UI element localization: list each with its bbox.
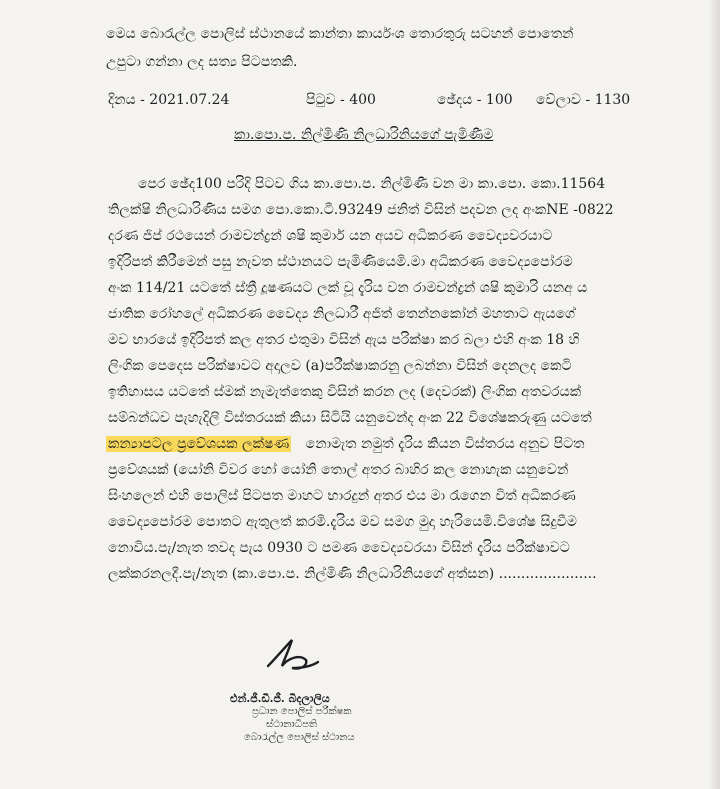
body-line: ලිංගික පෙදෙස පරික්ෂාවට අදාලව (a)පරීක්ෂාකරනු ලබන්නා විසින් දෙනලද කෙටි bbox=[108, 358, 572, 374]
date-field: දිනය - 2021.07.24 bbox=[108, 92, 230, 108]
body-line: මව භාරයේ ඉදිරිපත් කල අතර එතුමා විසින් ඇය පරික්ෂා කර බලා එහි අංක 18 හි bbox=[108, 332, 580, 348]
stamp-line: ප්‍රධාන පොලිස් පරීක්ෂක bbox=[252, 706, 352, 717]
meta-row bbox=[0, 91, 720, 109]
body-line: නොවිය.පැ/නැත තවද පැය 0930 ට පමණ වෛද්‍යවරයා විසින් දැරිය පරීක්ෂාවට bbox=[108, 540, 570, 556]
time-field: වේලාව - 1130 bbox=[536, 92, 631, 108]
stamp-line: බොරැල්ල පොලිස් ස්ථානය bbox=[244, 732, 355, 743]
body-line: තිලක්ෂි නිලධාරිණිය සමග පො.කො.ටී.93249 ජනිත් විසින් පදවන ලද අංකNE -0822 bbox=[108, 202, 614, 218]
body-line: ඉදිරිපත් කිරීමෙන් පසු නැවත ස්ථානයට පැමිණියෙමි.මා අධිකරණ වෛද්‍යපෝරම bbox=[108, 254, 573, 270]
body-line: දරණ ජිප් රථයෙන් රාමචන්ද්‍රන් ශෂි කුමාර් යන අයව අධිකරණ වෛද්‍යවරයාට bbox=[108, 228, 553, 244]
paragraph-field: ඡේදය - 100 bbox=[437, 92, 513, 108]
intro-line-2: උපුටා ගන්නා ලද සත්‍ය පිටපතකි. bbox=[106, 54, 298, 70]
body-line: ලක්කරනලදී.පැ/නැත (කා.පො.ප. නිල්මිණි නිලධාරිනියගේ අත්සන) ...................... bbox=[108, 566, 597, 582]
section-heading: කා.පො.ප. නිල්මිණි නිලධාරිනියගේ පැමිණීම bbox=[234, 127, 494, 143]
body-line: ජාතික රෝහලේ අධිකරණ වෛද්‍ය නිලධාරී අජිත් තෙන්නකෝන් මහතාට ඇයගේ bbox=[108, 306, 576, 322]
body-line: වෛද්‍යපෝරම පොතට ඇතුලත් කරමි.දැරිය මව සමග මුදා හැරියෙමි.විශේෂ සිදුවීම bbox=[108, 514, 577, 530]
body-line-highlighted bbox=[106, 435, 585, 453]
signature-mark bbox=[262, 636, 322, 676]
body-line: ඉතිහාසය යටතේ ස්මක් නැමැත්තෙකු විසින් කරන ලද (දෙවරක්) ලිංගික අතවරයක් bbox=[108, 384, 582, 400]
body-line: සිංහලෙන් එහි පොලිස් පිටපත මාහට භාරදුන් අතර එය මා රැගෙන විත් අධිකරණ bbox=[108, 488, 576, 504]
official-stamp bbox=[230, 692, 390, 744]
body-line-rest: නොමැත නමුත් දැරිය කියන විස්තරය අනුව පිටත bbox=[305, 436, 585, 452]
body-line: සම්බන්ධව පැහැදිලි විස්තරයක් කියා සිටියි යනුවෙන්ද අංක 22 විශේෂකරුණු යටතේ bbox=[108, 410, 592, 426]
body-line: ප්‍රවේශයක් (යෝනි විවර හෝ යෝනි තොල් අතර බාහිර කල නොහැක යනුවෙන් bbox=[108, 462, 569, 478]
stamp-line: ස්ථානාධිපති bbox=[266, 719, 317, 730]
stamp-line: එන්.ජී.ඩී.ජී. බිදලාලිය bbox=[230, 692, 330, 705]
highlighted-phrase: කන්‍යාපටල ප්‍රවේශයක ලක්ෂණ bbox=[108, 436, 290, 452]
page-edge-shadow bbox=[708, 0, 720, 789]
intro-line-1: මෙය බොරැල්ල පොලිස් ස්ථානයේ කාන්තා කාර්යංශ තොරතුරු සටහන් පොතෙන් bbox=[106, 26, 574, 42]
page-field: පිටුව - 400 bbox=[306, 92, 376, 108]
body-line: පෙර ඡේද100 පරිදි පිටව ගිය කා.පො.ප. නිල්මිණී වන මා කා.පො. කො.11564 bbox=[138, 176, 606, 192]
body-line: අංක 114/21 යටතේ ස්ත්‍රී දූෂණයට ලක් වූ දැරිය වන රාමචන්ද්‍රන් ශෂි කුමාරි යනඅ ය bbox=[108, 280, 588, 296]
